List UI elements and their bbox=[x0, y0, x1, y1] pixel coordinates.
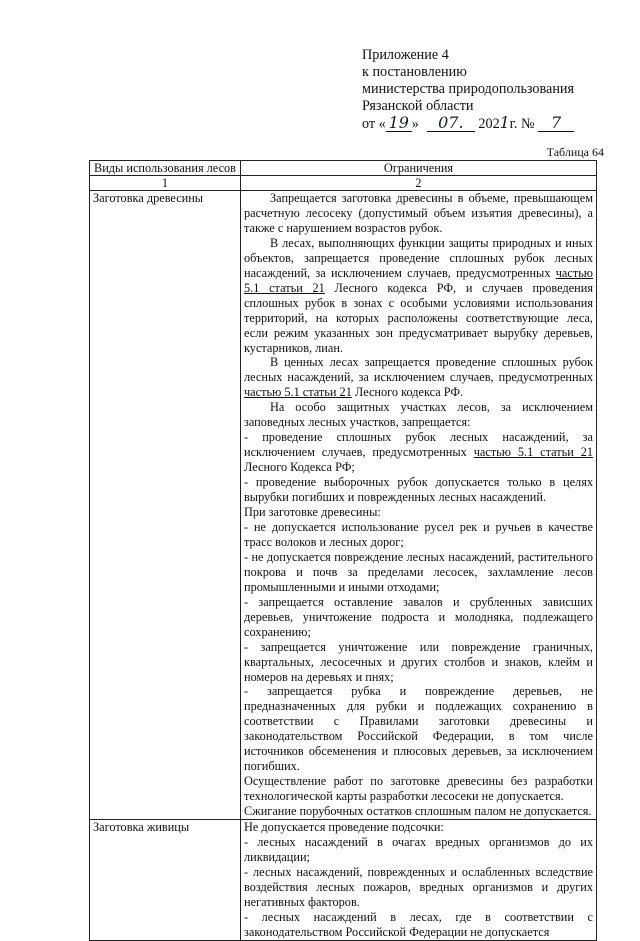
paragraph-text: - лесных насаждений, поврежденных и ослабленных вследствие воздействия лесных пожаров, вредных организмов и других негативных факторов. bbox=[244, 864, 593, 909]
date-mid: » bbox=[411, 116, 419, 132]
paragraph-text: На особо защитных участках лесов, за исключением заповедных лесных участков, запрещается: bbox=[244, 400, 593, 430]
paragraph-text: Лесного кодекса РФ, и случаев проведения сплошных рубок в зонах с особыми условиями использования территорий, на которых расположены соответствующие леса, если режим указанных зон предусматривает вырубку деревьев, кустарников, лиан. bbox=[244, 280, 593, 355]
table-header-row bbox=[90, 161, 597, 176]
appendix-line-3: министерства природопользования bbox=[362, 81, 575, 97]
paragraph-text: - проведение сплошных рубок лесных насаждений, за исключением случаев, предусмотренных bbox=[244, 430, 593, 460]
handwritten-number: 7 bbox=[538, 115, 574, 132]
restriction-paragraph bbox=[244, 910, 593, 940]
header-forest-use-types: Виды использования лесов bbox=[90, 161, 241, 176]
date-suffix: г. № bbox=[509, 116, 535, 132]
paragraph-text: Запрещается заготовка древесины в объеме, превышающем расчетную лесосеку (допустимый объем изъятия древесины), а также с нарушением возрастов рубок. bbox=[244, 191, 593, 235]
forest-use-type-cell: Заготовка древесины bbox=[90, 191, 241, 820]
paragraph-text: Сжигание порубочных остатков сплошным палом не допускается. bbox=[244, 804, 592, 819]
restriction-paragraph bbox=[244, 835, 593, 865]
restriction-paragraph bbox=[244, 505, 593, 520]
restriction-paragraph bbox=[244, 400, 593, 430]
restrictions-cell bbox=[241, 820, 597, 941]
table-number: Таблица 64 bbox=[546, 145, 604, 159]
law-article-link: частью 5.1 статьи 21 bbox=[244, 385, 352, 400]
table-row bbox=[90, 820, 597, 941]
paragraph-text: - лесных насаждений в лесах, где в соответствии с законодательством Российской Федерации не допускается bbox=[244, 909, 593, 939]
paragraph-text: - не допускается повреждение лесных насаждений, растительного покрова и почв за пределами лесосек, захламление лесов промышленными и иными отходами; bbox=[244, 549, 593, 594]
forest-use-type-cell: Заготовка живицы bbox=[90, 820, 241, 941]
restriction-paragraph bbox=[244, 191, 593, 236]
paragraph-text: - запрещается уничтожение или повреждение граничных, квартальных, лесосечных и других столбов и знаков, клейм и номеров на деревьях и пнях; bbox=[244, 639, 593, 684]
appendix-line-4: Рязанской области bbox=[362, 98, 474, 114]
paragraph-text: - запрещается рубка и повреждение деревьев, не предназначенных для рубки и подлежащих сохранению в соответствии с Правилами заготовки древесины и законодательством Российской Федерации, в том числе источников обсеменения и плюсовых деревьев, за исключением погибших. bbox=[244, 684, 593, 774]
handwritten-year-end: 1 bbox=[499, 113, 510, 132]
paragraph-text: При заготовке древесины: bbox=[244, 505, 381, 520]
table-row bbox=[90, 191, 597, 820]
restriction-paragraph bbox=[244, 640, 593, 685]
paragraph-text: Лесного кодекса РФ. bbox=[351, 385, 464, 400]
paragraph-text: - запрещается оставление завалов и срубленных зависших деревьев, уничтожение подроста и молодняка, подлежащего сохранению; bbox=[244, 594, 593, 639]
appendix-line-1: Приложение 4 bbox=[362, 47, 449, 63]
appendix-line-2: к постановлению bbox=[362, 64, 467, 80]
restriction-paragraph bbox=[244, 236, 593, 356]
law-article-link: частью 5.1 статьи 21 bbox=[244, 265, 593, 295]
paragraph-text: - лесных насаждений в очагах вредных организмов до их ликвидации; bbox=[244, 834, 593, 864]
paragraph-text: Не допускается проведение подсочки: bbox=[244, 820, 444, 835]
paragraph-text: - проведение выборочных рубок допускается только в целях вырубки погибших и поврежденных лесных насаждений. bbox=[244, 475, 593, 505]
restriction-paragraph bbox=[244, 520, 593, 550]
column-number-1: 1 bbox=[90, 176, 241, 191]
paragraph-text: В ценных лесах запрещается проведение сплошных рубок лесных насаждений, за исключением случаев, предусмотренных bbox=[244, 355, 593, 385]
paragraph-text: - не допускается использование русел рек и ручьев в качестве трасс волоков и лесных дорог; bbox=[244, 519, 593, 549]
date-year-prefix: 202 bbox=[478, 116, 500, 132]
restriction-paragraph bbox=[244, 804, 593, 819]
restriction-paragraph bbox=[244, 774, 593, 804]
paragraph-text: Лесного Кодекса РФ; bbox=[244, 460, 355, 475]
restriction-paragraph bbox=[244, 550, 593, 595]
header-restrictions: Ограничения bbox=[241, 161, 597, 176]
column-number-row bbox=[90, 176, 597, 191]
appendix-header bbox=[362, 47, 602, 133]
paragraph-text: В лесах, выполняющих функции защиты природных и иных объектов, запрещается проведение сплошных рубок лесных насаждений, за исключением случаев, предусмотренных bbox=[244, 235, 593, 280]
restriction-paragraph bbox=[244, 684, 593, 774]
column-number-2: 2 bbox=[241, 176, 597, 191]
law-article-link: частью 5.1 статьи 21 bbox=[473, 445, 593, 460]
restrictions-table bbox=[89, 160, 597, 941]
handwritten-day: 19 bbox=[386, 115, 412, 132]
paragraph-text: Осуществление работ по заготовке древесины без разработки технологической карты разработки лесосеки не допускается. bbox=[244, 774, 593, 804]
restrictions-cell bbox=[241, 191, 597, 820]
restriction-paragraph bbox=[244, 820, 593, 835]
date-prefix: от « bbox=[362, 116, 386, 132]
restriction-paragraph bbox=[244, 355, 593, 400]
restriction-paragraph bbox=[244, 475, 593, 505]
restriction-paragraph bbox=[244, 865, 593, 910]
handwritten-month: 07. bbox=[427, 115, 475, 132]
restriction-paragraph bbox=[244, 595, 593, 640]
appendix-date-line bbox=[362, 115, 602, 133]
restriction-paragraph bbox=[244, 430, 593, 475]
